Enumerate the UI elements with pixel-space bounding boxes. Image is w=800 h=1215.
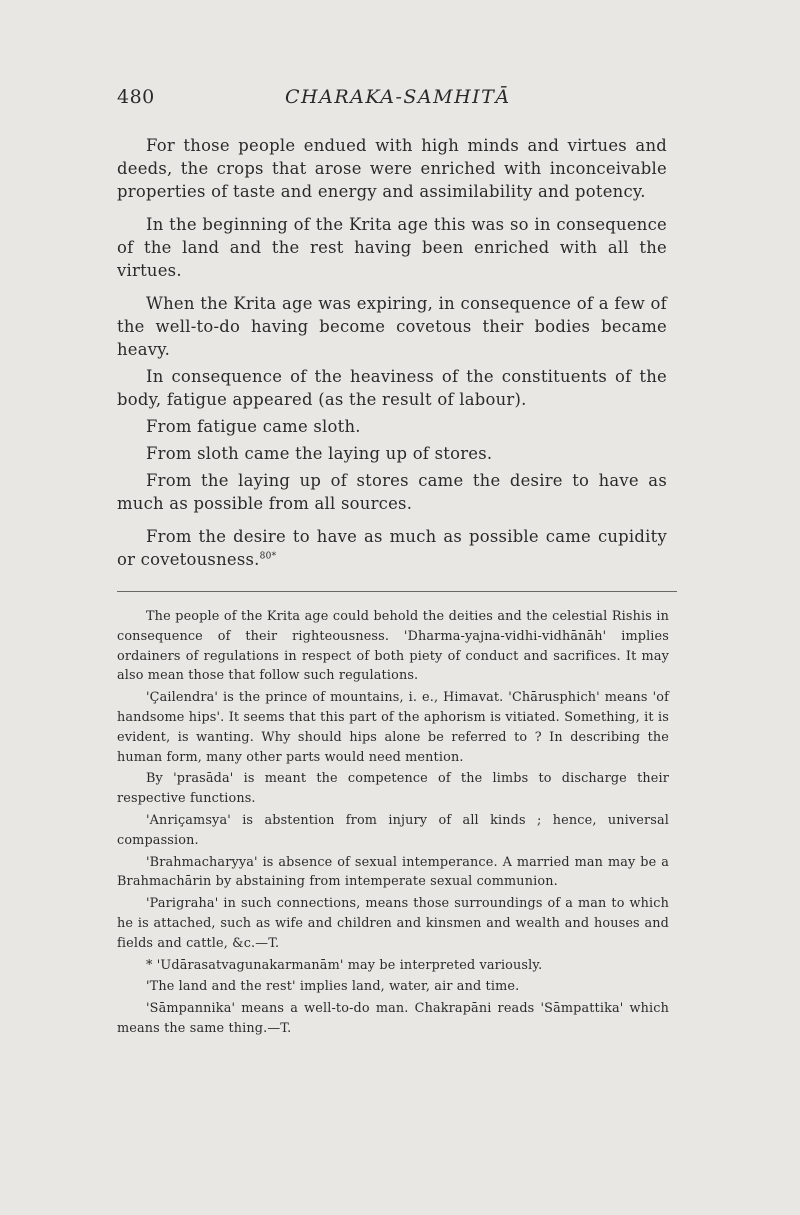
footnote: 'Çailendra' is the prince of mountains, i. e., Himavat. 'Chārusphich' means 'of handsome hips'. It seems that this part of the aphorism is vitiated. Something, it is evident, is wanting. Why should hips alone be referred to ? In describing the human form, many other parts would need mention. (117, 690, 669, 765)
footnote: The people of the Krita age could behold the deities and the celestial Rishis in consequence of their righteousness. 'Dharma-yajna-vidhi-vidhānāh' implies ordainers of regulations in respect of both piety of conduct and sacrifices. It may also mean those that follow such regulations. (117, 609, 669, 684)
paragraph (117, 525, 667, 571)
page-number: 480 (117, 86, 155, 108)
paragraph: When the Krita age was expiring, in consequence of a few of the well-to-do having become covetous their bodies became heavy. (117, 294, 667, 359)
page-header (117, 86, 677, 116)
footnote: * 'Udārasatvagunakarmanām' may be interpreted variously. (146, 957, 543, 973)
main-text (117, 134, 667, 581)
footnote: 'The land and the rest' implies land, water, air and time. (146, 979, 520, 995)
paragraph: In the beginning of the Krita age this was so in consequence of the land and the rest having been enriched with all the virtues. (117, 215, 667, 280)
footnote: 'Parigraha' in such connections, means those surroundings of a man to which he is attached, such as wife and children and kinsmen and wealth and houses and fields and cattle, &c.—T. (117, 896, 669, 951)
footnote-marker: 80* (259, 551, 277, 562)
paragraph: From fatigue came sloth. (146, 417, 361, 436)
footnote-divider (117, 591, 677, 592)
paragraph: In consequence of the heaviness of the constituents of the body, fatigue appeared (as the result of labour). (117, 367, 667, 409)
paragraph: From sloth came the laying up of stores. (146, 444, 493, 463)
paragraph: From the laying up of stores came the desire to have as much as possible from all sources. (117, 471, 667, 513)
footnote: 'Sāmpannika' means a well-to-do man. Chakrapāni reads 'Sāmpattika' which means the same thing.—T. (117, 1001, 669, 1036)
running-title: CHARAKA-SAMHITĀ (285, 86, 511, 108)
footnote: By 'prasāda' is meant the competence of the limbs to discharge their respective functions. (117, 771, 669, 807)
paragraph-text: From the desire to have as much as possible came cupidity or covetousness. (117, 527, 667, 569)
footnote: 'Brahmacharyya' is absence of sexual intemperance. A married man may be a Brahmachārin by abstaining from intemperate sexual communion. (117, 854, 669, 890)
footnotes (117, 607, 669, 1041)
paragraph: For those people endued with high minds and virtues and deeds, the crops that arose were enriched with inconceivable properties of taste and energy and assimilability and potency. (117, 136, 667, 201)
footnote: 'Anriçamsya' is abstention from injury of all kinds ; hence, universal compassion. (117, 812, 669, 848)
